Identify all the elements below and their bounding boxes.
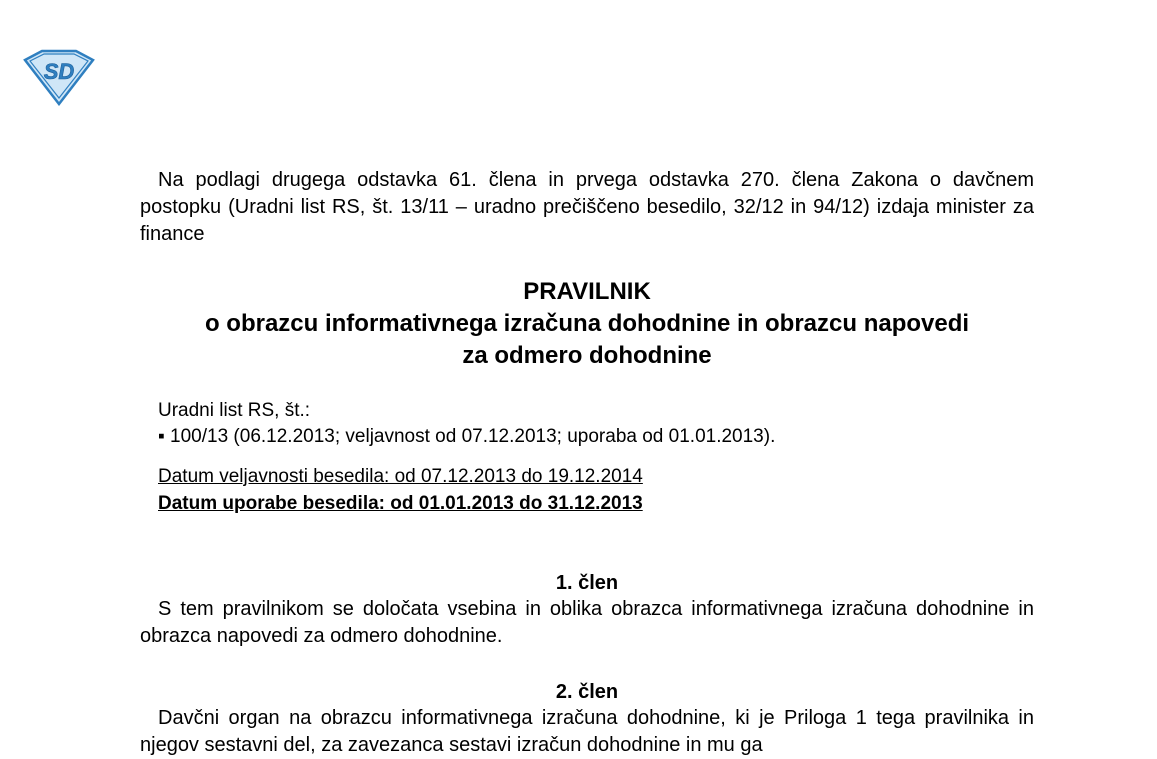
document-title xyxy=(140,276,1034,372)
application-date: Datum uporabe besedila: od 01.01.2013 do 31.12.2013 xyxy=(158,493,643,514)
gazette-entry xyxy=(158,424,1018,450)
text-dates xyxy=(158,463,1018,517)
article-2-text: Davčni organ na obrazcu informativnega izračuna dohodnine, ki je Priloga 1 tega pravilnika in njegov sestavni del, za zavezanca sestavi izračun dohodnine in mu ga xyxy=(140,707,1034,756)
article-1-heading: 1. člen xyxy=(555,572,619,594)
sd-logo xyxy=(22,48,96,106)
gazette-reference xyxy=(158,398,1018,450)
title-line-3: za odmero dohodnine xyxy=(462,342,712,369)
title-line-1: PRAVILNIK xyxy=(523,278,651,305)
validity-date: Datum veljavnosti besedila: od 07.12.2013 do 19.12.2014 xyxy=(158,466,643,487)
gazette-entry-text: 100/13 (06.12.2013; veljavnost od 07.12.2013; uporaba od 01.01.2013). xyxy=(170,426,776,447)
article-2-heading: 2. člen xyxy=(555,681,619,703)
title-line-2: o obrazcu informativnega izračuna dohodnine in obrazcu napovedi xyxy=(204,310,970,337)
preamble-paragraph: Na podlagi drugega odstavka 61. člena in prvega odstavka 270. člena Zakona o davčnem postopku (Uradni list RS, št. 13/11 – uradno prečiščeno besedilo, 32/12 in 94/12) izdaja minister za finance xyxy=(140,169,1034,245)
bullet-icon: ▪ xyxy=(158,426,165,447)
article-1-text: S tem pravilnikom se določata vsebina in oblika obrazca informativnega izračuna dohodnine in obrazca napovedi za odmero dohodnine. xyxy=(140,598,1034,647)
gazette-label: Uradni list RS, št.: xyxy=(158,400,311,421)
logo-lettering: SD xyxy=(43,59,75,84)
